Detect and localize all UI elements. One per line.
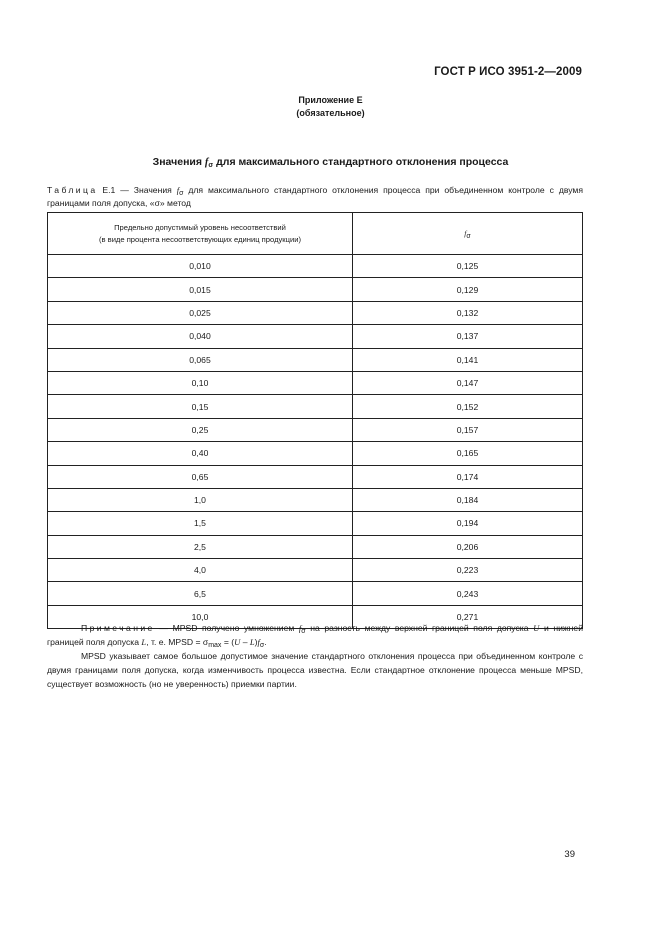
section-title	[0, 156, 661, 168]
aql-cell: 1,5	[48, 512, 353, 535]
note-minus: –	[240, 637, 250, 647]
table-row	[48, 488, 583, 511]
f-cell: 0,223	[353, 559, 583, 582]
note-l-symbol: L	[141, 637, 147, 647]
page-number: 39	[564, 849, 575, 860]
table-row	[48, 371, 583, 394]
f-cell: 0,271	[353, 605, 583, 628]
table-row	[48, 348, 583, 371]
note-f-sub: σ	[301, 628, 306, 635]
note-paragraph-2: MPSD указывает самое большое допустимое значение стандартного отклонения процесса при объединенном контроле с двумя границами поля допуска, когда изменчивость процесса известна. Если стандартное отклонение процесса меньше MPSD, существует возможность (но не уверенность) приемки партии.	[47, 651, 583, 689]
note-f-symbol: f	[298, 623, 302, 633]
note-text-5: = (	[221, 637, 235, 647]
note-block	[47, 621, 583, 691]
table-row	[48, 535, 583, 558]
table-row	[48, 301, 583, 324]
col-aql-header	[48, 213, 353, 255]
table-row	[48, 395, 583, 418]
table-row	[48, 418, 583, 441]
f-cell: 0,129	[353, 278, 583, 301]
note-text-7: .	[264, 637, 267, 647]
aql-cell: 1,0	[48, 488, 353, 511]
note-u-symbol: U	[533, 623, 540, 633]
f-cell: 0,152	[353, 395, 583, 418]
table-caption-label: Таблица	[47, 185, 98, 195]
table-row	[48, 325, 583, 348]
table-caption-symbol-sub: σ	[179, 190, 184, 197]
note-text-2: на разность между верхней границей поля допуска	[305, 623, 534, 633]
table-row	[48, 559, 583, 582]
aql-cell: 10,0	[48, 605, 353, 628]
col-f-header-symbol: f	[464, 228, 467, 238]
f-cell: 0,132	[353, 301, 583, 324]
note-u2-symbol: U	[234, 637, 241, 647]
aql-cell: 6,5	[48, 582, 353, 605]
f-cell: 0,141	[353, 348, 583, 371]
section-title-symbol: f	[204, 157, 209, 168]
f-cell: 0,137	[353, 325, 583, 348]
annex-heading	[0, 94, 661, 120]
aql-cell: 0,025	[48, 301, 353, 324]
annex-status: (обязательное)	[296, 108, 365, 118]
note-max-sub: max	[208, 642, 222, 649]
table-header-row	[48, 213, 583, 255]
f-cell: 0,125	[353, 255, 583, 278]
table-row	[48, 278, 583, 301]
f-cell: 0,243	[353, 582, 583, 605]
f-cell: 0,184	[353, 488, 583, 511]
aql-cell: 0,015	[48, 278, 353, 301]
table-caption-number: Е.1 — Значения	[97, 185, 177, 195]
table-row	[48, 442, 583, 465]
section-title-prefix: Значения	[152, 156, 205, 168]
table-body	[48, 255, 583, 629]
table-row	[48, 512, 583, 535]
note-f2-symbol: f	[257, 637, 260, 647]
col-f-header	[353, 213, 583, 255]
f-cell: 0,165	[353, 442, 583, 465]
note-f2-sub: σ	[259, 642, 265, 649]
table-row	[48, 465, 583, 488]
aql-cell: 2,5	[48, 535, 353, 558]
table-caption-symbol: f	[176, 185, 180, 195]
aql-cell: 0,40	[48, 442, 353, 465]
note-paragraph-1	[47, 621, 583, 649]
aql-cell: 0,065	[48, 348, 353, 371]
f-cell: 0,206	[353, 535, 583, 558]
standard-code: ГОСТ Р ИСО 3951-2—2009	[434, 66, 582, 78]
aql-cell: 0,010	[48, 255, 353, 278]
aql-cell: 4,0	[48, 559, 353, 582]
note-dash: —	[154, 623, 173, 633]
table-row	[48, 255, 583, 278]
annex-title: Приложение Е	[298, 95, 363, 105]
note-label: Примечание	[81, 623, 155, 633]
f-cell: 0,147	[353, 371, 583, 394]
table-caption-text: для максимального стандартного отклонения процесса при объединенном контроле с двумя границами поля допуска, «σ» метод	[47, 185, 583, 208]
section-title-symbol-sub: σ	[208, 162, 214, 169]
note-l2-symbol: L	[249, 637, 255, 647]
table-row	[48, 582, 583, 605]
note-text-1: MPSD получено умножением	[172, 623, 299, 633]
values-table	[47, 212, 583, 629]
col-f-header-sub: σ	[466, 232, 471, 240]
f-cell: 0,174	[353, 465, 583, 488]
note-text-6: )	[254, 637, 258, 647]
note-text-4: , т. е. MPSD = σ	[146, 637, 209, 647]
aql-cell: 0,10	[48, 371, 353, 394]
col-aql-header-line1: Предельно допустимый уровень несоответствий	[114, 222, 286, 232]
f-cell: 0,194	[353, 512, 583, 535]
note-text-3: и нижней границей поля допуска	[47, 623, 583, 647]
table-caption	[47, 184, 583, 210]
col-aql-header-line2: (в виде процента несоответствующих единиц продукции)	[98, 234, 301, 244]
aql-cell: 0,65	[48, 465, 353, 488]
aql-cell: 0,15	[48, 395, 353, 418]
aql-cell: 0,25	[48, 418, 353, 441]
section-title-suffix: для максимального стандартного отклонения процесса	[213, 156, 509, 168]
aql-cell: 0,040	[48, 325, 353, 348]
f-cell: 0,157	[353, 418, 583, 441]
